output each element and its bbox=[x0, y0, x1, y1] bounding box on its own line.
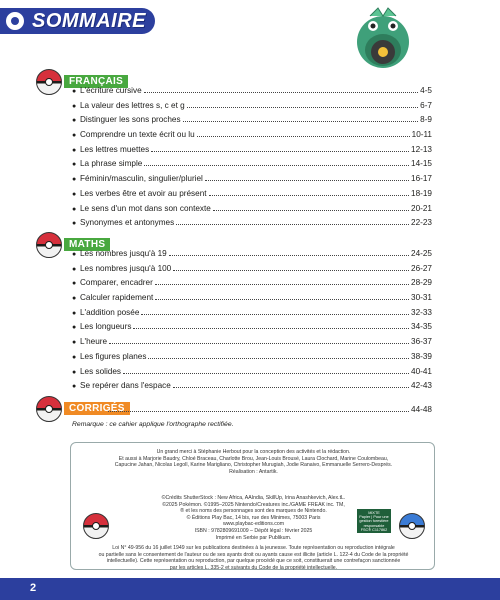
bullet: ● bbox=[72, 251, 77, 258]
toc-entry-pages: 18-19 bbox=[411, 188, 432, 198]
toc-entry-title: Distinguer les sons proches bbox=[80, 115, 181, 125]
toc-entry-title: L'heure bbox=[80, 337, 108, 347]
section-maths-label: MATHS bbox=[64, 238, 110, 251]
toc-entry-title: La phrase simple bbox=[80, 159, 143, 169]
bullet: ● bbox=[72, 295, 77, 303]
pokeball-icon bbox=[4, 10, 26, 32]
dot-leader bbox=[123, 367, 409, 374]
dot-leader bbox=[109, 337, 409, 344]
toc-entry-pages: 26-27 bbox=[411, 263, 432, 273]
bullet: ● bbox=[72, 220, 77, 228]
toc-entry[interactable] bbox=[72, 381, 432, 396]
toc-entry-pages: 28-29 bbox=[411, 278, 432, 288]
dot-leader bbox=[213, 204, 409, 211]
toc-entry[interactable] bbox=[72, 115, 432, 130]
fsc-label: MIXTE bbox=[368, 511, 380, 515]
credits-legal bbox=[81, 545, 426, 571]
toc-entry[interactable] bbox=[72, 278, 432, 293]
dot-leader bbox=[173, 381, 409, 388]
credits-box bbox=[70, 442, 435, 570]
bullet: ● bbox=[72, 339, 77, 347]
legal-line: par les articles L. 335-2 et suivants du Code de la propriété intellectuelle. bbox=[169, 564, 338, 571]
toc-entry-title: L'écriture cursive bbox=[80, 86, 142, 95]
dot-leader bbox=[176, 218, 409, 225]
toc-entry-title: Le sens d'un mot dans son contexte bbox=[80, 203, 211, 213]
dot-leader bbox=[141, 308, 409, 315]
dot-leader bbox=[151, 145, 409, 152]
toc-entry-pages: 22-23 bbox=[411, 218, 432, 228]
toc-entry-title: Les figures planes bbox=[80, 351, 147, 361]
credits-line: Réalisation : Antartik. bbox=[229, 468, 278, 475]
dot-leader bbox=[144, 86, 419, 93]
section-corriges-label: CORRIGÉS bbox=[64, 402, 130, 415]
legal-line: ou partielle sans le consentement de l'auteur ou de ses ayants droit ou ayants cause est illicite (article L. 122-4 du Code de la propriété bbox=[98, 551, 409, 558]
dot-leader bbox=[133, 322, 409, 329]
page-footer bbox=[0, 578, 500, 600]
pokeball-icon bbox=[36, 396, 62, 422]
toc-entry-title: Féminin/masculin, singulier/pluriel bbox=[80, 174, 203, 184]
page-title: SOMMAIRE bbox=[32, 10, 146, 32]
great-ball-icon bbox=[399, 513, 425, 539]
bullet: ● bbox=[72, 265, 77, 273]
mascot-illustration bbox=[348, 2, 418, 72]
bullet: ● bbox=[72, 353, 77, 361]
toc-entry-title: Comprendre un texte écrit ou lu bbox=[80, 130, 195, 140]
toc-entry[interactable] bbox=[72, 189, 432, 204]
section-francais-label: FRANÇAIS bbox=[64, 75, 128, 88]
toc-entry-pages: 16-17 bbox=[411, 174, 432, 184]
toc-entry[interactable] bbox=[72, 204, 432, 219]
credits-line: www.playbac-editions.com bbox=[222, 521, 285, 528]
bullet: ● bbox=[72, 324, 77, 332]
dot-leader bbox=[155, 278, 409, 285]
toc-entry[interactable] bbox=[72, 264, 432, 279]
toc-entry-pages: 40-41 bbox=[411, 366, 432, 376]
toc-entry[interactable] bbox=[72, 367, 432, 382]
toc-entry[interactable] bbox=[72, 159, 432, 174]
legal-line: intellectuelle). Cette représentation ou reproduction, par quelque procédé que ce soit, constituerait une contrefaçon sanctionnée bbox=[106, 558, 401, 565]
credits-line: Et aussi à Marjorie Baudry, Chloé Braceau, Charlotte Brou, Jean-Louis Brousé, Laura Clochard, Marine Coulombeau, bbox=[118, 455, 389, 462]
toc-entry[interactable] bbox=[72, 249, 432, 264]
bullet: ● bbox=[72, 88, 77, 95]
toc-entry-pages: 38-39 bbox=[411, 351, 432, 361]
toc-entry[interactable] bbox=[72, 322, 432, 337]
toc-entry[interactable] bbox=[72, 130, 432, 145]
toc-entry[interactable] bbox=[72, 293, 432, 308]
credits-line: ©Crédits ShutterStock : New Africa, AAIndia, SkillUp, Irina Anashkevich, Alex.tL. bbox=[161, 495, 346, 501]
francais-list bbox=[72, 86, 432, 233]
toc-entry-pages: 42-43 bbox=[411, 381, 432, 391]
toc-entry-corriges[interactable] bbox=[106, 405, 432, 414]
dot-leader bbox=[155, 293, 409, 300]
page-number: 2 bbox=[30, 582, 37, 594]
toc-entry-pages: 12-13 bbox=[411, 144, 432, 154]
toc-entry-pages: 30-31 bbox=[411, 293, 432, 303]
toc-entry[interactable] bbox=[72, 352, 432, 367]
toc-entry-title: Se repérer dans l'espace bbox=[80, 381, 171, 391]
fsc-logo bbox=[357, 509, 391, 533]
credits-line: Capucine Jahan, Nicolas Legoll, Karine Marigliano, Christopher Murugiah, Jodie Ranaivo, Emmanuelle Serrero-Després. bbox=[114, 462, 393, 469]
pokeball-icon bbox=[83, 513, 109, 539]
credits-line: © Éditions Play Bac, 14 bis, rue des Minimes, 75003 Paris bbox=[186, 514, 321, 521]
toc-entry-pages: 10-11 bbox=[411, 130, 432, 140]
credits-line: Imprimé en Serbie par Publikum. bbox=[215, 534, 292, 541]
toc-entry-pages: 6-7 bbox=[420, 100, 432, 110]
toc-entry-title: Les lettres muettes bbox=[80, 144, 150, 154]
page-header bbox=[0, 0, 500, 44]
dot-leader bbox=[183, 115, 419, 122]
toc-entry-title: Comparer, encadrer bbox=[80, 278, 153, 288]
toc-entry-pages: 4-5 bbox=[420, 86, 432, 95]
bullet: ● bbox=[72, 146, 77, 154]
toc-entry-title: Les longueurs bbox=[80, 322, 132, 332]
toc-entry-pages: 32-33 bbox=[411, 307, 432, 317]
toc-entry[interactable] bbox=[72, 218, 432, 233]
toc-entry-pages: 20-21 bbox=[411, 203, 432, 213]
bullet: ● bbox=[72, 205, 77, 213]
credits-line: ® et les noms des personnages sont des marques de Nintendo. bbox=[180, 508, 327, 515]
dot-leader bbox=[148, 352, 409, 359]
bullet: ● bbox=[72, 117, 77, 125]
bullet: ● bbox=[72, 280, 77, 288]
maths-list bbox=[72, 249, 432, 396]
toc-entry-pages: 14-15 bbox=[411, 159, 432, 169]
bullet: ● bbox=[72, 309, 77, 317]
toc-entry-title: La valeur des lettres s, c et g bbox=[80, 100, 185, 110]
toc-entry-title: Les solides bbox=[80, 366, 121, 376]
toc-entry[interactable] bbox=[72, 86, 432, 101]
toc-entry[interactable] bbox=[72, 174, 432, 189]
toc-entry-title: Calculer rapidement bbox=[80, 293, 154, 303]
bullet: ● bbox=[72, 176, 77, 184]
toc-entry[interactable] bbox=[72, 308, 432, 323]
toc-entry[interactable] bbox=[72, 101, 432, 116]
toc-entry[interactable] bbox=[72, 145, 432, 160]
dot-leader bbox=[173, 264, 409, 271]
toc-entry-pages: 34-35 bbox=[411, 322, 432, 332]
toc-entry-title: Les nombres jusqu'à 19 bbox=[80, 249, 167, 258]
toc-entry[interactable] bbox=[72, 337, 432, 352]
toc-entry-title: Les nombres jusqu'à 100 bbox=[80, 263, 172, 273]
toc-entry-pages: 36-37 bbox=[411, 337, 432, 347]
credits-line: Un grand merci à Stéphanie Herbout pour la conception des activités et la rédaction. bbox=[156, 449, 351, 455]
bullet: ● bbox=[72, 368, 77, 376]
fsc-text: Papier | Pour une gestion forestière responsable bbox=[359, 515, 389, 528]
dot-leader bbox=[169, 249, 409, 256]
dot-leader bbox=[144, 159, 409, 166]
bullet: ● bbox=[72, 383, 77, 391]
bullet: ● bbox=[72, 102, 77, 110]
legal-line: Loi N° 49-956 du 16 juillet 1949 sur les publications destinées à la jeunesse. Toute représentation ou reproduction intégrale bbox=[112, 545, 395, 551]
toc-entry-title: Synonymes et antonymes bbox=[80, 218, 175, 228]
bullet: ● bbox=[72, 161, 77, 169]
dot-leader bbox=[197, 130, 410, 137]
toc-entry-title: Les verbes être et avoir au présent bbox=[80, 188, 207, 198]
dot-leader bbox=[205, 174, 409, 181]
credits-line: ©2025 Pokémon. ©1995–2025 Nintendo/Creatures inc./GAME FREAK inc. TM, bbox=[162, 501, 345, 508]
toc-entry-pages: 24-25 bbox=[411, 249, 432, 258]
pokeball-icon bbox=[36, 69, 62, 95]
dot-leader bbox=[187, 101, 418, 108]
dot-leader bbox=[209, 189, 410, 196]
toc-entry-pages: 8-9 bbox=[420, 115, 432, 125]
footer-band bbox=[0, 578, 500, 600]
toc-entry-pages: 44-48 bbox=[411, 405, 432, 414]
remark-text: Remarque : ce cahier applique l'orthographe rectifiée. bbox=[72, 421, 234, 428]
credits-thanks bbox=[81, 449, 426, 475]
bullet: ● bbox=[72, 132, 77, 140]
credits-line: ISBN : 9782809691009 – Dépôt légal : février 2025 bbox=[194, 527, 313, 534]
bullet: ● bbox=[72, 190, 77, 198]
dot-leader bbox=[108, 405, 409, 412]
pokeball-icon bbox=[36, 232, 62, 258]
toc-entry-title: L'addition posée bbox=[80, 307, 140, 317]
fsc-code: FSC® C117862 bbox=[360, 527, 388, 532]
